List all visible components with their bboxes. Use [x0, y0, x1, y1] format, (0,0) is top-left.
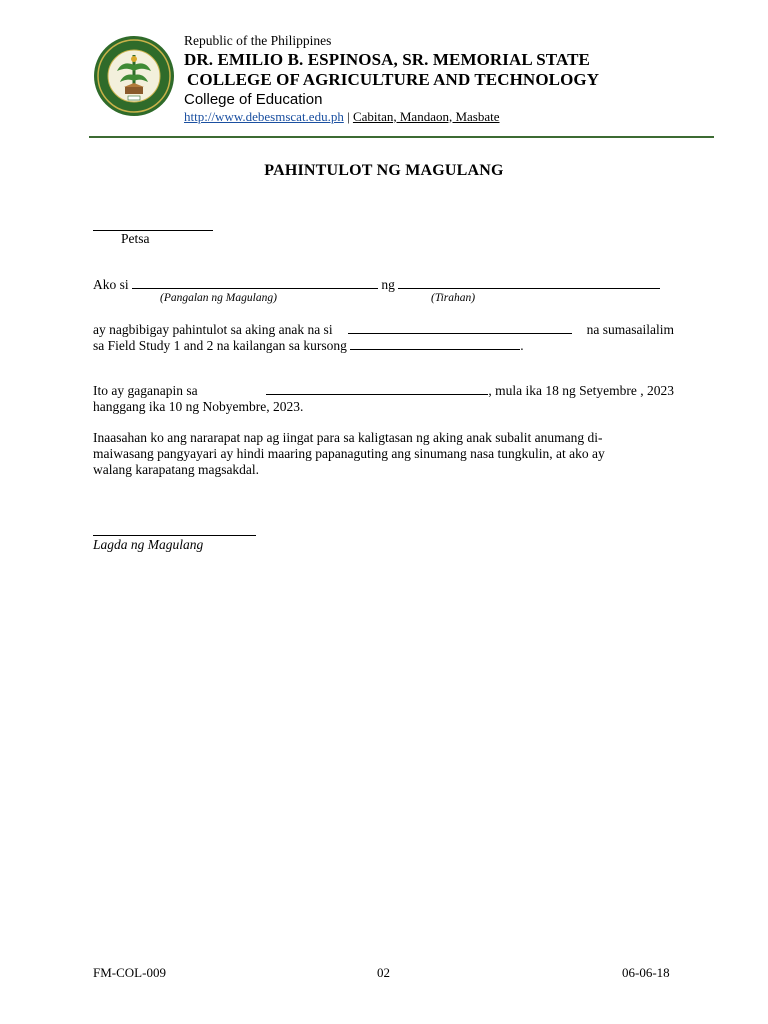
consent-line-1-text: ay nagbibigay pahintulot sa aking anak na si: [93, 322, 333, 337]
college-seal-logo: [93, 35, 175, 117]
ako-middle: ng: [381, 277, 395, 292]
liability-line-3: walang karapatang magsakdal.: [93, 462, 260, 477]
parent-address-blank[interactable]: [398, 277, 660, 289]
contact-separator: |: [343, 108, 353, 124]
child-name-blank[interactable]: [348, 322, 572, 334]
institution-name-line1: DR. EMILIO B. ESPINOSA, SR. MEMORIAL STATE: [184, 49, 590, 69]
form-date: 06-06-18: [622, 965, 670, 980]
consent-line-2-suffix: .: [520, 338, 524, 353]
ako-prefix: Ako si: [93, 277, 129, 292]
consent-line-1-suffix: na sumasailalim: [586, 322, 674, 337]
course-blank[interactable]: [350, 338, 520, 350]
liability-line-1-text: Inaasahan ko ang nararapat nap ag iingat para sa kaligtasan ng aking anak subalit anumang di-: [93, 430, 603, 445]
website-link[interactable]: http://www.debesmscat.edu.ph: [184, 108, 344, 124]
liability-line-2: [93, 446, 674, 462]
consent-line-1: [93, 322, 674, 338]
signature-label: Lagda ng Magulang: [93, 537, 204, 552]
schedule-dates-start: , mula ika 18 ng Setyembre , 2023: [488, 383, 674, 398]
institution-name-line2: COLLEGE OF AGRICULTURE AND TECHNOLOGY: [187, 69, 600, 89]
header-divider: [89, 136, 714, 138]
form-code: FM-COL-009: [93, 965, 166, 980]
consent-line-2-text: sa Field Study 1 and 2 na kailangan sa kursong: [93, 338, 347, 353]
republic-line: Republic of the Philippines: [184, 33, 332, 48]
revision-number: 02: [377, 965, 390, 980]
parent-name-label: (Pangalan ng Magulang): [160, 292, 277, 304]
consent-line-2: [93, 338, 674, 354]
schedule-line-1-text: Ito ay gaganapin sa: [93, 383, 198, 398]
liability-line-1: [93, 430, 674, 446]
address-text: Cabitan, Mandaon, Masbate: [352, 108, 500, 124]
consent-paragraph: [93, 322, 674, 354]
liability-paragraph: [93, 430, 674, 478]
schedule-line-1: [93, 383, 674, 399]
parent-line: [93, 277, 660, 293]
college-name: College of Education: [184, 90, 323, 108]
parent-address-label: (Tirahan): [431, 292, 476, 304]
schedule-paragraph: [93, 383, 674, 415]
contact-line: [184, 110, 599, 123]
venue-blank[interactable]: [266, 383, 488, 395]
document-title: PAHINTULOT NG MAGULANG: [264, 162, 504, 179]
date-label: Petsa: [121, 231, 150, 246]
parent-name-blank[interactable]: [132, 277, 378, 289]
letterhead: [184, 34, 599, 123]
date-blank[interactable]: [93, 219, 213, 235]
liability-line-2-text: maiwasang pangyayari ay hindi maaring papanaguting ang sinumang nasa tungkulin, at ako ay: [93, 446, 605, 461]
schedule-line-2: hanggang ika 10 ng Nobyembre, 2023.: [93, 399, 304, 414]
